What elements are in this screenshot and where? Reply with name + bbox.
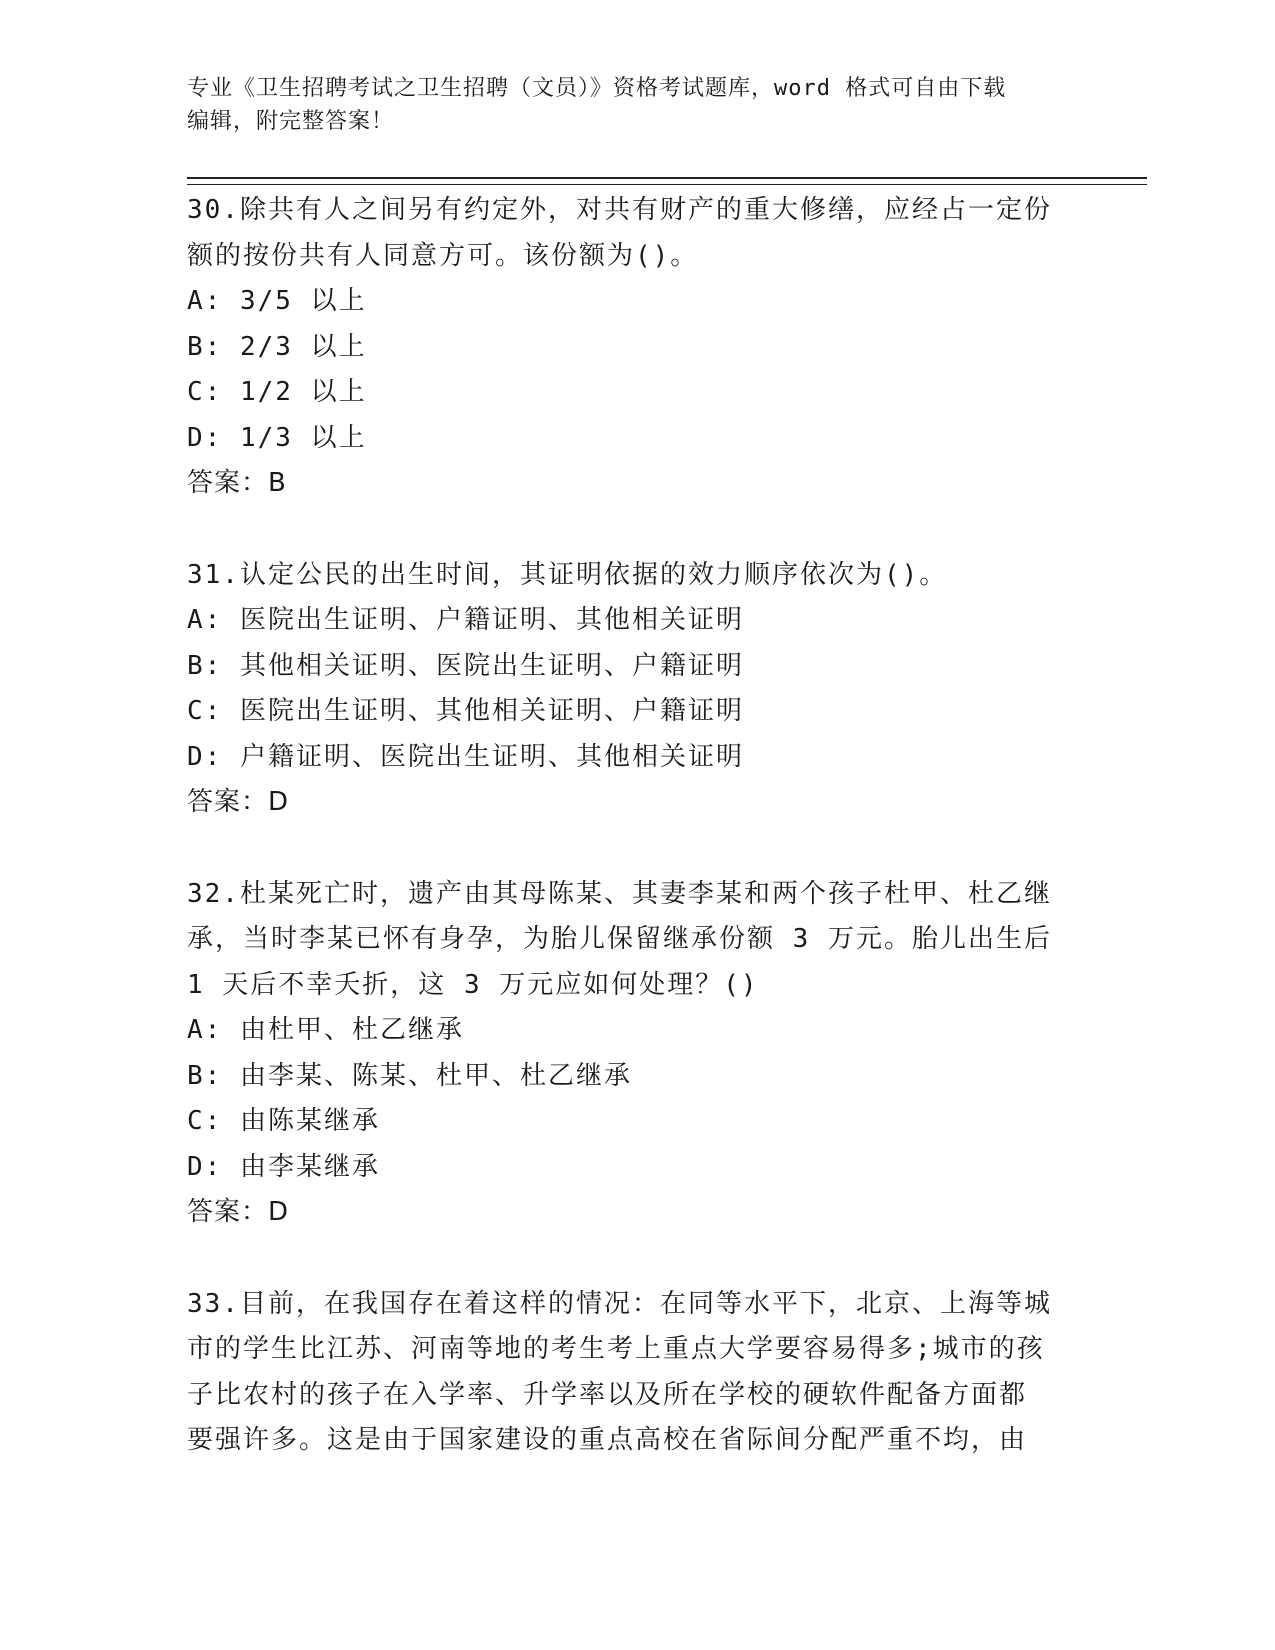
question-text-line: 市的学生比江苏、河南等地的考生考上重点大学要容易得多;城市的孩 xyxy=(187,1334,1045,1364)
question-text-line: 33.目前，在我国存在着这样的情况：在同等水平下，北京、上海等城 xyxy=(187,1288,1052,1319)
header-line-2: 编辑，附完整答案！ xyxy=(187,109,395,134)
answer-line: 答案：D xyxy=(187,787,290,817)
question-30 xyxy=(187,188,1067,507)
header-line-1: 专业《卫生招聘考试之卫生招聘（文员）》资格考试题库，word 格式可自由下载 xyxy=(187,76,1007,101)
header-divider-thick xyxy=(187,177,1147,179)
question-text-line: 子比农村的孩子在入学率、升学率以及所在学校的硬软件配备方面都 xyxy=(187,1379,1028,1410)
question-31 xyxy=(187,553,1067,826)
question-32 xyxy=(187,872,1067,1236)
answer-line: 答案：B xyxy=(187,468,287,498)
option-c: C: 由陈某继承 xyxy=(187,1106,380,1136)
option-b: B: 由李某、陈某、杜甲、杜乙继承 xyxy=(187,1060,632,1091)
option-b: B: 其他相关证明、医院出生证明、户籍证明 xyxy=(187,650,744,681)
option-d: D: 1/3 以上 xyxy=(187,422,367,453)
option-d: D: 由李某继承 xyxy=(187,1151,380,1182)
option-d: D: 户籍证明、医院出生证明、其他相关证明 xyxy=(187,741,744,772)
option-a: A: 由杜甲、杜乙继承 xyxy=(187,1015,464,1045)
question-text-line: 30.除共有人之间另有约定外，对共有财产的重大修缮，应经占一定份 xyxy=(187,195,1052,225)
option-c: C: 医院出生证明、其他相关证明、户籍证明 xyxy=(187,696,744,726)
question-text-line: 额的按份共有人同意方可。该份额为()。 xyxy=(187,240,699,271)
question-33 xyxy=(187,1282,1067,1464)
option-c: C: 1/2 以上 xyxy=(187,377,367,407)
option-b: B: 2/3 以上 xyxy=(187,331,367,362)
answer-line: 答案：D xyxy=(187,1197,290,1227)
question-list xyxy=(187,188,1067,1510)
question-text-line: 31.认定公民的出生时间，其证明依据的效力顺序依次为()。 xyxy=(187,559,948,590)
document-header xyxy=(187,72,1067,138)
question-text-line: 承，当时李某已怀有身孕，为胎儿保留继承份额 3 万元。胎儿出生后 xyxy=(187,924,1052,954)
option-a: A: 医院出生证明、户籍证明、其他相关证明 xyxy=(187,605,744,635)
question-text-line: 32.杜某死亡时，遗产由其母陈某、其妻李某和两个孩子杜甲、杜乙继 xyxy=(187,878,1052,909)
option-a: A: 3/5 以上 xyxy=(187,286,367,316)
question-text-line: 1 天后不幸夭折，这 3 万元应如何处理？() xyxy=(187,969,759,1000)
header-divider-thin xyxy=(187,184,1147,185)
question-text-line: 要强许多。这是由于国家建设的重点高校在省际间分配严重不均，由 xyxy=(187,1425,1028,1455)
